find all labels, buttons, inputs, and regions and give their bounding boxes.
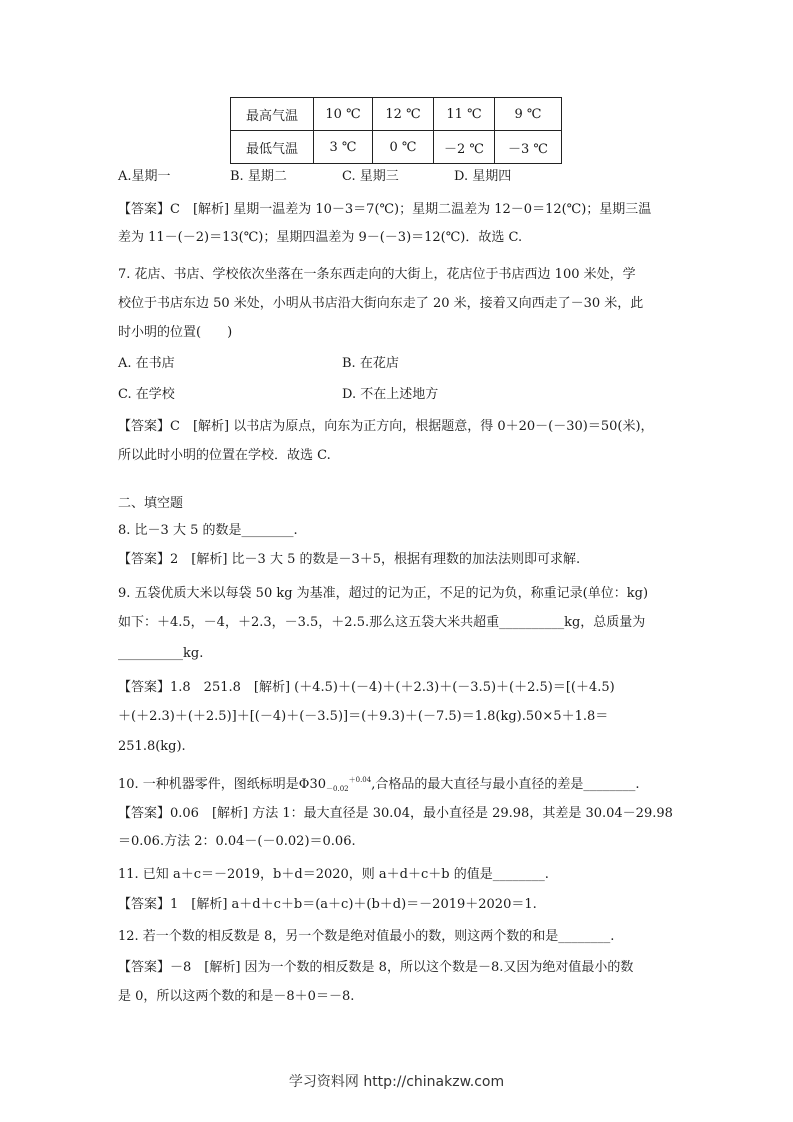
option-d: D. 不在上述地方 [342, 387, 439, 402]
answer-line: 是 0，所以这两个数的和是－8＋0＝－8. [118, 989, 355, 1004]
table-cell: 10 ℃ [314, 98, 373, 131]
option-d: D. 星期四 [454, 169, 512, 184]
option-b: B. 在花店 [342, 356, 399, 371]
answer-line: 【答案】1.8 251.8 [解析] (＋4.5)＋(－4)＋(＋2.3)＋(－3.5)＋(＋2.5)＝[(＋4.5) [118, 680, 615, 695]
question-line: 7. 花店、书店、学校依次坐落在一条东西走向的大街上，花店位于书店西边 100 米处，学 [118, 267, 636, 282]
question-line: 12. 若一个数的相反数是 8，另一个数是绝对值最小的数，则这两个数的和是________. [118, 929, 615, 944]
question-line: __________kg. [118, 646, 204, 661]
site-footer: 学习资料网 http://chinakzw.com [288, 1074, 505, 1090]
question-line: 如下：＋4.5，－4，＋2.3，－3.5，＋2.5.那么这五袋大米共超重__________kg，总质量为 [118, 615, 646, 630]
row-label: 最高气温 [231, 98, 314, 131]
answer-line: 251.8(kg). [118, 739, 186, 754]
table-cell: 3 ℃ [314, 131, 373, 164]
q10-text: 10. 一种机器零件，图纸标明是Φ30 [118, 777, 327, 792]
tolerance-upper: ＋0.04 [348, 776, 372, 784]
question-line: 9. 五袋优质大米以每袋 50 kg 为基准，超过的记为正，不足的记为负，称重记录(单位：kg) [118, 586, 649, 601]
question-line: 校位于书店东边 50 米处，小明从书店沿大街向东走了 20 米，接着又向西走了－30 米，此 [118, 296, 644, 311]
answer-line: ＋(＋2.3)＋(＋2.5)]＋[(－4)＋(－3.5)]＝(＋9.3)＋(－7.5)＝1.8(kg).50×5＋1.8＝ [118, 709, 609, 724]
row-label: 最低气温 [231, 131, 314, 164]
answer-line: 【答案】－8 [解析] 因为一个数的相反数是 8，所以这个数是－8.又因为绝对值最小的数 [118, 960, 634, 975]
answer-line: 【答案】2 [解析] 比－3 大 5 的数是－3＋5，根据有理数的加法法则即可求解. [118, 552, 581, 567]
q10-text: ,合格品的最大直径与最小直径的差是________. [371, 777, 640, 792]
table-row [231, 131, 562, 164]
option-a: A.星期一 [118, 169, 171, 184]
option-a: A. 在书店 [118, 356, 175, 371]
table-cell: 11 ℃ [434, 98, 495, 131]
answer-line: 【答案】0.06 [解析] 方法 1：最大直径是 30.04，最小直径是 29.98，其差是 30.04－29.98 [118, 806, 673, 821]
table-cell: 0 ℃ [373, 131, 434, 164]
option-b: B. 星期二 [230, 169, 287, 184]
answer-line: 【答案】C [解析] 星期一温差为 10－3＝7(℃)；星期二温差为 12－0＝12(℃)；星期三温 [118, 202, 652, 217]
question-line: 时小明的位置( ) [118, 325, 233, 340]
question-line: 11. 已知 a＋c＝－2019，b＋d＝2020，则 a＋d＋c＋b 的值是________. [118, 867, 549, 882]
answer-line: 【答案】1 [解析] a＋d＋c＋b＝(a＋c)＋(b＋d)＝－2019＋2020＝1. [118, 897, 537, 912]
tolerance-lower: －0.02 [326, 785, 349, 793]
table-row [231, 98, 562, 131]
answer-line: 所以此时小明的位置在学校．故选 C. [118, 448, 331, 463]
option-c: C. 在学校 [118, 387, 175, 402]
question-line: 8. 比－3 大 5 的数是________. [118, 523, 298, 538]
option-c: C. 星期三 [342, 169, 399, 184]
table-cell: －3 ℃ [495, 131, 562, 164]
temperature-table [230, 97, 562, 164]
answer-line: 差为 11－(－2)＝13(℃)；星期四温差为 9－(－3)＝12(℃)．故选 C. [118, 230, 523, 245]
answer-line: ＝0.06.方法 2：0.04－(－0.02)＝0.06. [118, 834, 356, 849]
table-cell: 9 ℃ [495, 98, 562, 131]
section-title: 二、填空题 [118, 496, 184, 511]
table-cell: －2 ℃ [434, 131, 495, 164]
answer-line: 【答案】C [解析] 以书店为原点，向东为正方向，根据题意，得 0＋20－(－30)＝50(米)， [118, 419, 654, 434]
table-cell: 12 ℃ [373, 98, 434, 131]
question-line [118, 771, 639, 798]
